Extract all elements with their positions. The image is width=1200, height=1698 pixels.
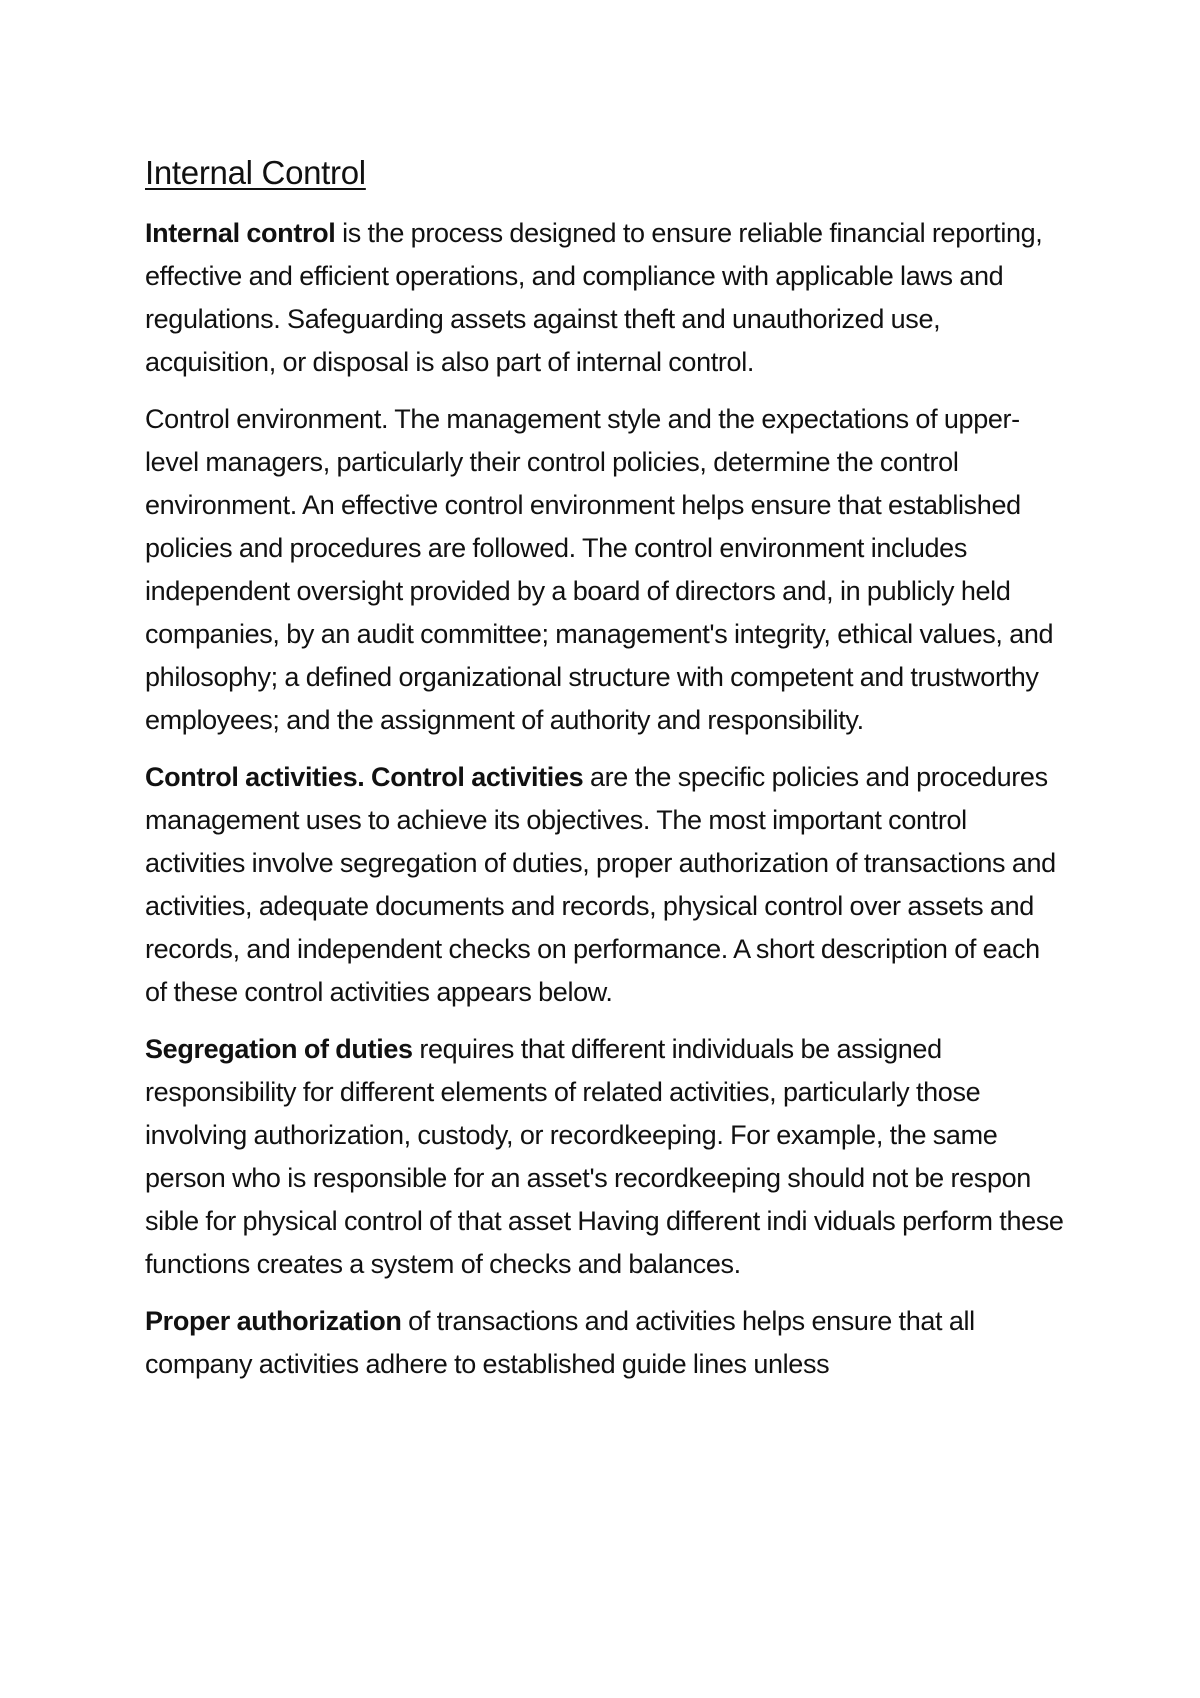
document-content xyxy=(145,150,1065,1400)
paragraph-control-environment xyxy=(145,398,1065,742)
paragraph-text: requires that different individuals be assigned responsibility for different elements of related activities, particularly those involving authorization, custody, or recordkeeping. For example, the same person who is responsible for an asset's recordkeeping should not be respon sible for physical control of that asset Having different indi viduals perform these functions creates a system of checks and balances. xyxy=(145,1034,1064,1279)
paragraph-lead: Proper authorization xyxy=(145,1306,402,1336)
paragraph-text: of transactions and activities helps ensure that all company activities adhere to established guide lines unless xyxy=(145,1306,975,1379)
page-title: Internal Control xyxy=(145,154,366,191)
paragraph-segregation-of-duties xyxy=(145,1028,1065,1286)
paragraph-lead: Internal control xyxy=(145,218,336,248)
paragraph-text: is the process designed to ensure reliable financial reporting, effective and efficient operations, and compliance with applicable laws and regulations. Safeguarding assets against theft and unauthorized use, acquisition, or disposal is also part of internal control. xyxy=(145,218,1043,377)
paragraph-lead: Control activities. Control activities xyxy=(145,762,584,792)
paragraph-text: are the specific policies and procedures management uses to achieve its objectives. The most important control activities involve segregation of duties, proper authorization of transactions and activities, adequate documents and records, physical control over assets and records, and independent checks on performance. A short description of each of these control activities appears below. xyxy=(145,762,1056,1007)
paragraph-internal-control xyxy=(145,212,1065,384)
paragraph-control-activities xyxy=(145,756,1065,1014)
paragraph-proper-authorization xyxy=(145,1300,1065,1386)
paragraph-lead: Segregation of duties xyxy=(145,1034,413,1064)
paragraph-text: Control environment. The management style and the expectations of upper-level managers, particularly their control policies, determine the control environment. An effective control environment helps ensure that established policies and procedures are followed. The control environment includes independent oversight provided by a board of directors and, in publicly held companies, by an audit committee; management's integrity, ethical values, and philosophy; a defined organizational structure with competent and trustworthy employees; and the assignment of authority and responsibility. xyxy=(145,404,1054,735)
